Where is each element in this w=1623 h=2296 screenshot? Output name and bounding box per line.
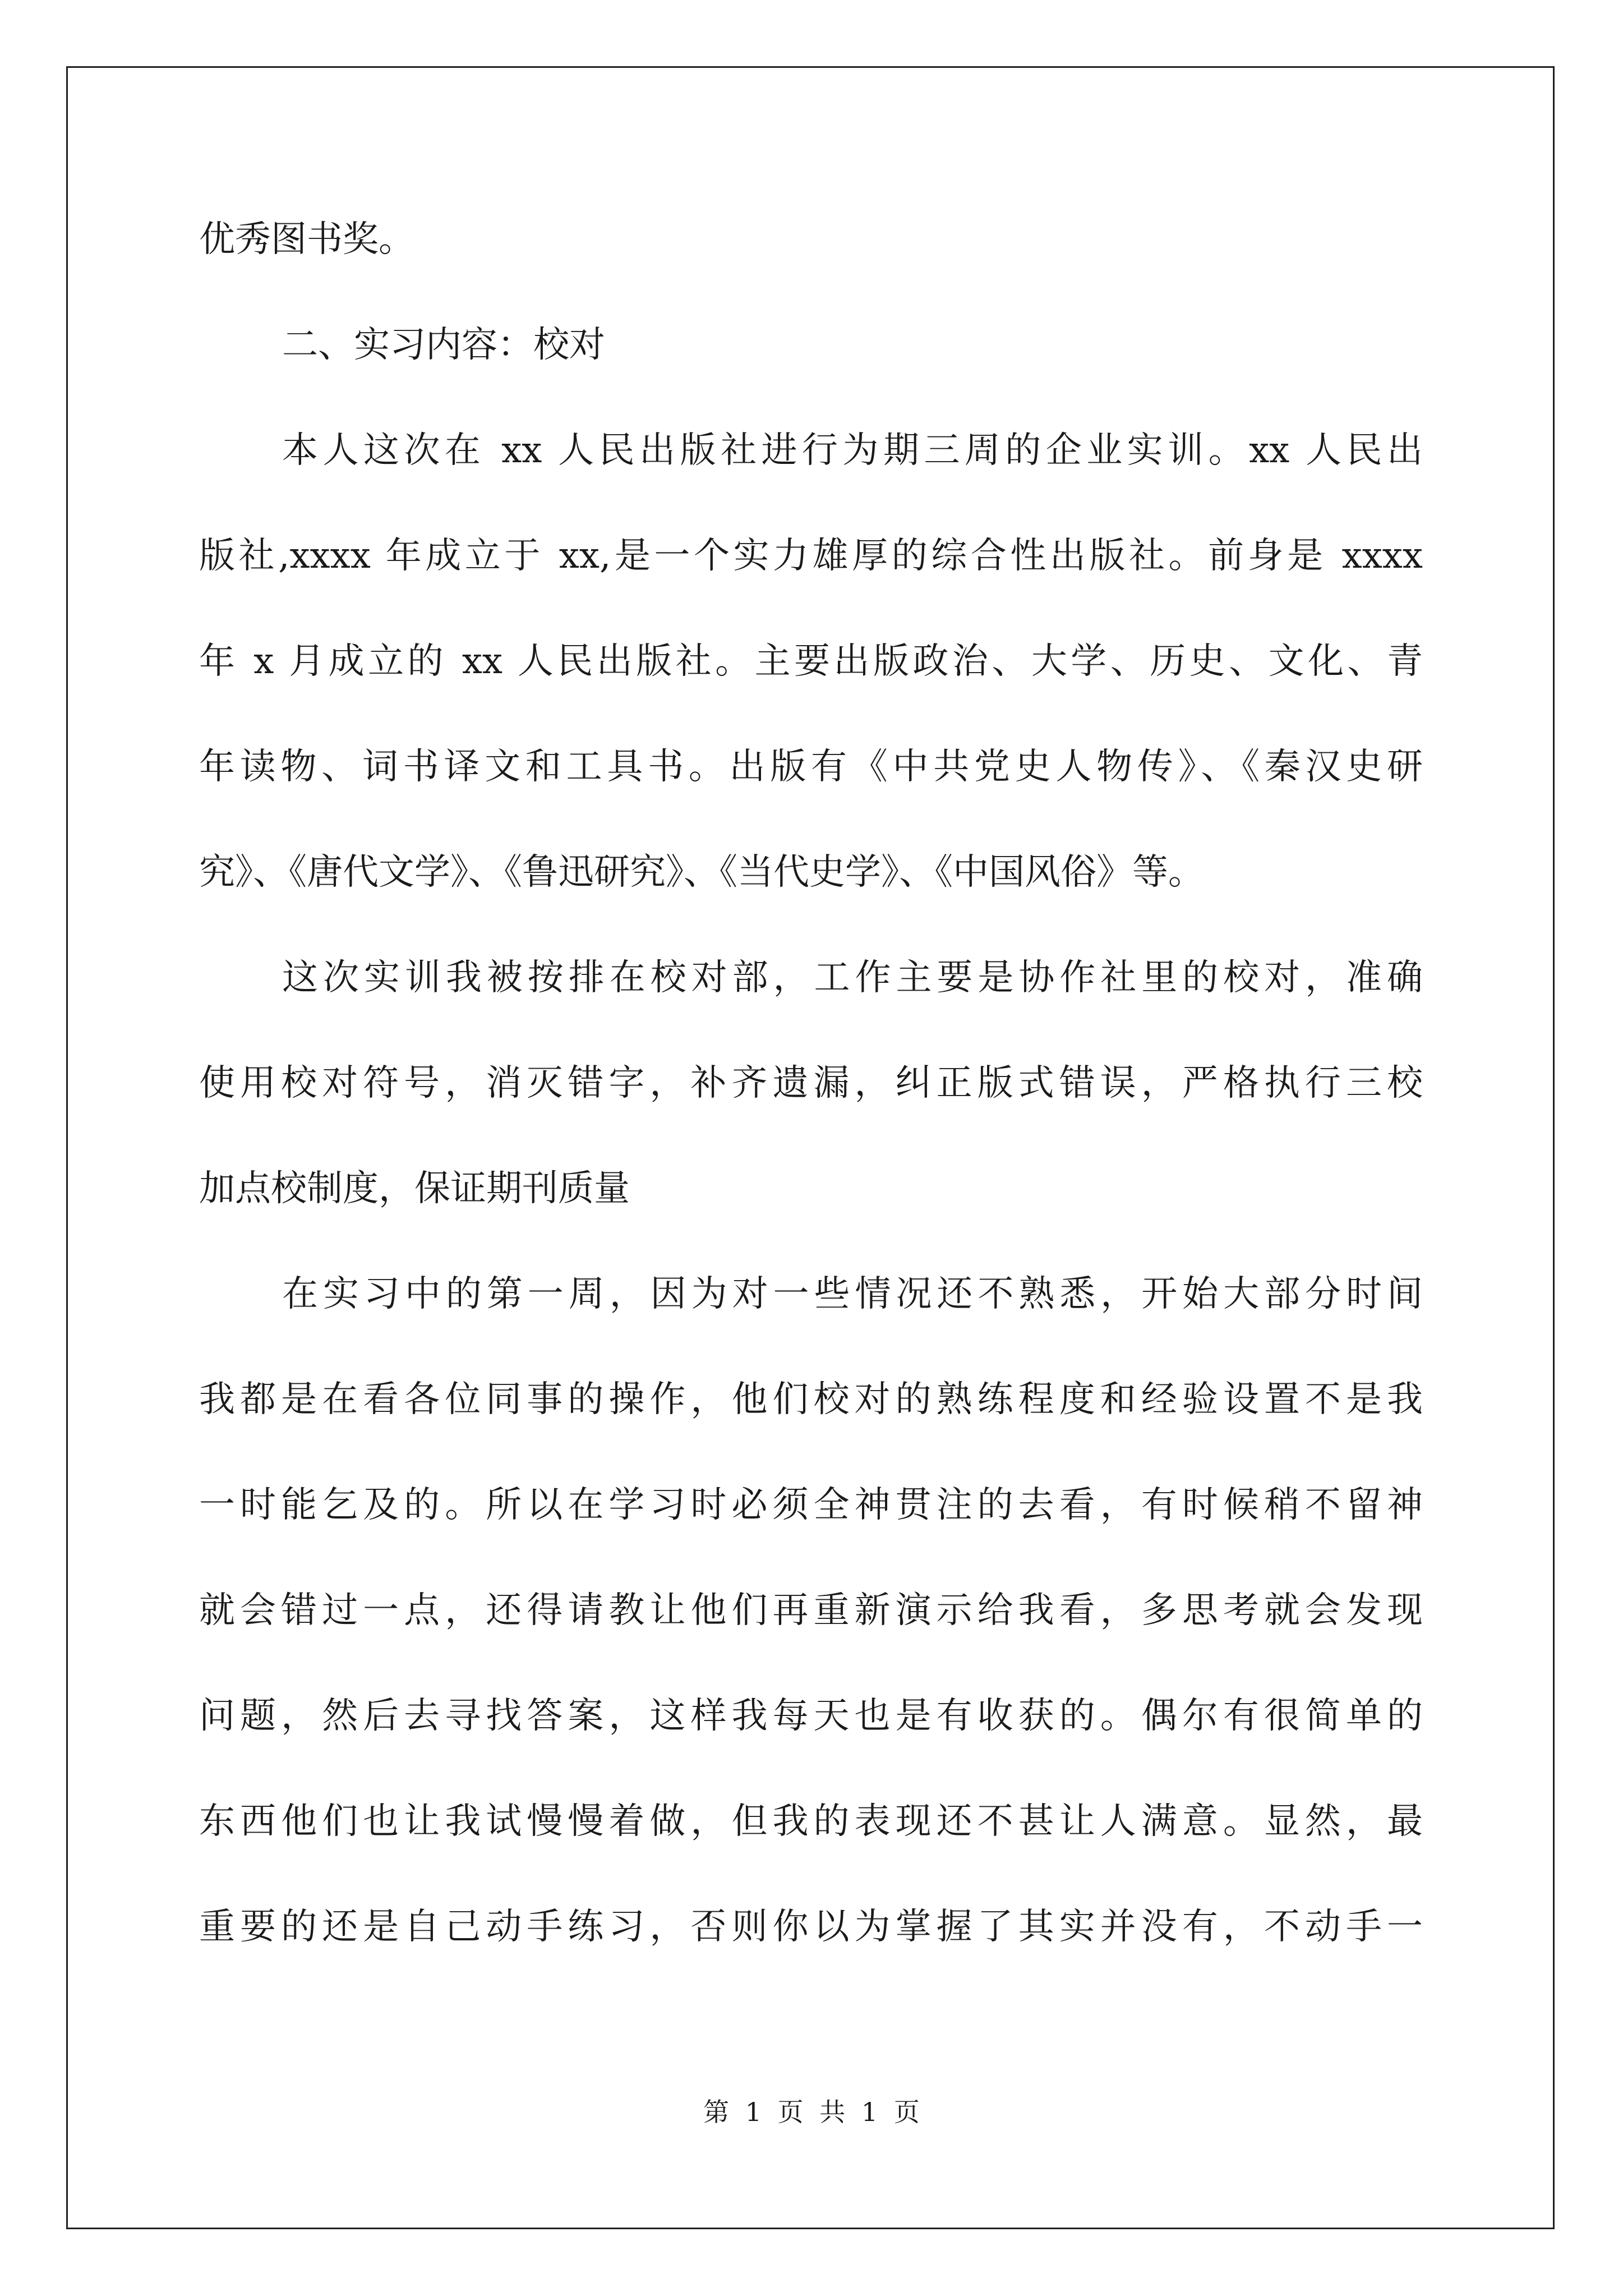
document-body [199, 209, 1423, 2001]
text-line: 东西他们也让我试慢慢着做，但我的表现还不甚让人满意。显然，最 [199, 1801, 1423, 1842]
text-line: 一时能乞及的。所以在学习时必须全神贯注的去看，有时候稍不留神 [199, 1484, 1423, 1526]
text-line: 重要的还是自己动手练习，否则你以为掌握了其实并没有，不动手一 [199, 1906, 1423, 1948]
section-heading: 二、实习内容：校对 [282, 324, 605, 366]
text-line: 加点校制度，保证期刊质量 [199, 1168, 630, 1209]
text-line: 年 x 月成立的 xx 人民出版社。主要出版政治、大学、历史、文化、青 [199, 641, 1423, 682]
text-line: 优秀图书奖。 [199, 219, 414, 260]
text-line: 问题，然后去寻找答案，这样我每天也是有收获的。偶尔有很简单的 [199, 1695, 1423, 1737]
text-line: 本人这次在 xx 人民出版社进行为期三周的企业实训。xx 人民出 [282, 430, 1423, 471]
text-line: 这次实训我被按排在校对部，工作主要是协作社里的校对，准确 [282, 957, 1423, 999]
text-line: 就会错过一点，还得请教让他们再重新演示给我看，多思考就会发现 [199, 1590, 1423, 1631]
text-line: 我都是在看各位同事的操作，他们校对的熟练程度和经验设置不是我 [199, 1379, 1423, 1420]
text-line: 年读物、词书译文和工具书。出版有《中共党史人物传》、《秦汉史研 [199, 746, 1423, 788]
text-line: 版社,xxxx 年成立于 xx,是一个实力雄厚的综合性出版社。前身是 xxxx [199, 535, 1423, 577]
page-number-footer: 第 1 页 共 1 页 [703, 2097, 920, 2127]
text-line: 在实习中的第一周，因为对一些情况还不熟悉，开始大部分时间 [282, 1273, 1423, 1315]
text-line: 使用校对符号，消灭错字，补齐遗漏，纠正版式错误，严格执行三校 [199, 1062, 1423, 1104]
text-line: 究》、《唐代文学》、《鲁迅研究》、《当代史学》、《中国风俗》等。 [199, 852, 1204, 893]
